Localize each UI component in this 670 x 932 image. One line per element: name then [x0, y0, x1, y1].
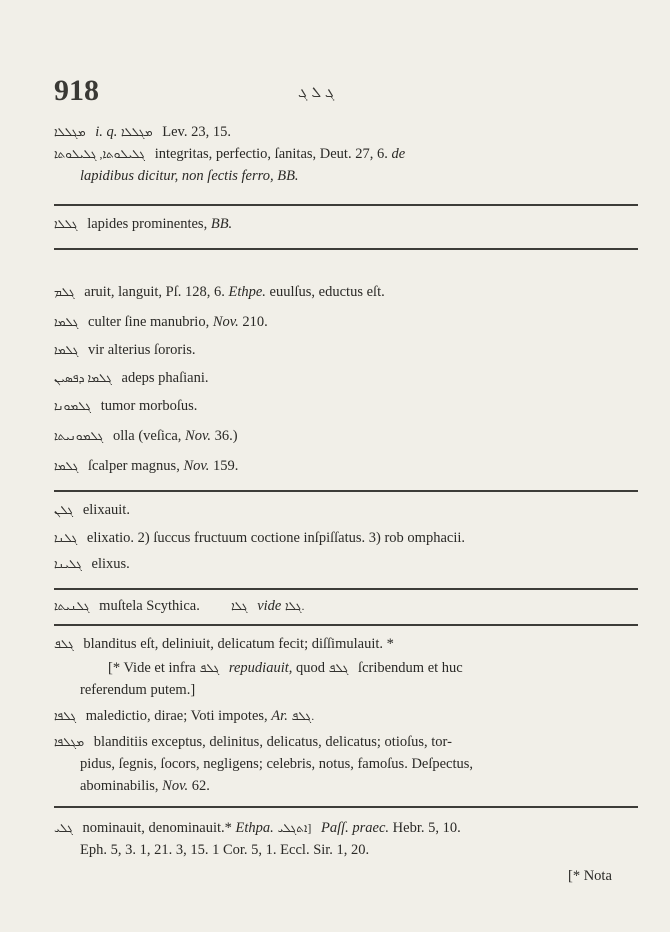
- entry-6: [54, 368, 209, 388]
- entry-7: [54, 396, 197, 416]
- entry-text: blanditus eſt, deliniuit, delicatum fecit; diſſimulauit. *: [83, 636, 394, 652]
- syriac-word: ܓܠܦ.: [291, 709, 315, 723]
- entry-text: 210.: [242, 314, 268, 330]
- syriac-headword: ܓܠܡܘܢܝܬܐ: [54, 429, 104, 443]
- entry-italic: BB.: [210, 216, 233, 232]
- entry-text: elixauit.: [82, 502, 130, 518]
- syriac-word: ܓܠܦ: [328, 661, 349, 675]
- syriac-word: ܓܠܐ.: [285, 599, 305, 613]
- entry-text: lapides prominentes,: [87, 216, 208, 232]
- syriac-headword: ܓܠܡܐ: [54, 459, 79, 473]
- entry-16: [54, 706, 320, 726]
- syriac-headword: ܓܠܢܝܬܐ: [54, 599, 90, 613]
- section-rule: [54, 248, 638, 250]
- entry-text: aruit, languit, Pſ. 128, 6.: [84, 284, 225, 300]
- syriac-headword: ܓܠܡܐ: [54, 343, 79, 357]
- page-number: 918: [54, 74, 99, 107]
- syriac-headword: ܓܠܢ: [54, 503, 74, 517]
- syriac-word: ܡܓܠܠܐ: [121, 125, 153, 139]
- syriac-word: ܓܠܐ: [231, 599, 248, 613]
- section-rule: [54, 806, 638, 808]
- syriac-headword: ܓܠܦܐ: [54, 709, 77, 723]
- syriac-word: ܓܠܦ: [199, 661, 220, 675]
- entry-text: ſcribendum et huc: [358, 660, 463, 676]
- entry-text: quod: [296, 660, 326, 676]
- syriac-word: ܐܬܓܠܝ]: [277, 821, 312, 835]
- entry-0: [54, 122, 231, 142]
- entry-text: Hebr. 5, 10.: [392, 820, 461, 836]
- entry-italic: Nov.: [183, 458, 210, 474]
- syriac-headword: ܡܓܠܠܐ: [54, 125, 86, 139]
- syriac-headword: ܓܠܡܘܢܐ: [54, 399, 92, 413]
- syriac-headword: ܓܠܢܐ: [54, 531, 78, 545]
- entry-text: elixus.: [91, 556, 130, 572]
- entry-text: nominauit, denominauit.*: [82, 820, 232, 836]
- entry-italic: vide: [257, 598, 282, 614]
- entry-9: [54, 456, 238, 476]
- syriac-headword: ܓܠܦ: [54, 637, 74, 651]
- syriac-headword: ܓܠܡ: [54, 285, 75, 299]
- entry-4: [54, 312, 268, 332]
- syriac-headword: ܓܠܝ: [54, 821, 73, 835]
- entry-italic: Ethpa.: [235, 820, 274, 836]
- entry-1: [54, 144, 405, 164]
- entry-text: tumor morboſus.: [100, 398, 198, 414]
- entry-18: [54, 818, 461, 838]
- entry-text: i. q.: [95, 124, 118, 140]
- entry-italic: Paſſ. praec.: [320, 820, 390, 836]
- entry-italic: repudiauit,: [228, 660, 293, 676]
- entry-text: olla (veſica,: [112, 428, 182, 444]
- entry-1-line2: lapidibus dicitur, non ſectis ferro, BB.: [80, 168, 299, 184]
- syriac-headword: ܓܠܡܐ ܕܦܣܝܢ: [54, 371, 112, 385]
- entry-text: Lev. 23, 15.: [162, 124, 231, 140]
- entry-text: 159.: [212, 458, 239, 474]
- syriac-headword: ܓܠܝܠܘܬܐ, ܓܠܝܠܘܬܐ: [54, 147, 146, 161]
- entry-8: [54, 426, 238, 446]
- entry-14: [54, 634, 394, 654]
- entry-text: 36.): [214, 428, 238, 444]
- entry-3: [54, 282, 385, 302]
- syriac-headword: ܓܠܠܐ: [54, 217, 78, 231]
- section-rule: [54, 490, 638, 492]
- entry-italic: Nov.: [162, 778, 189, 794]
- entry-italic: de: [391, 146, 406, 162]
- entry-text: ſcalper magnus,: [88, 458, 180, 474]
- entry-text: integritas, perfectio, ſanitas, Deut. 27, 6.: [154, 146, 388, 162]
- entry-15: [108, 658, 463, 678]
- entry-text: elixatio. 2) ſuccus fructuum coctione inſpiſſatus. 3) rob omphacii.: [86, 530, 466, 546]
- entry-17: [54, 732, 452, 752]
- entry-12: [54, 554, 130, 574]
- entry-italic: Ar.: [271, 708, 288, 724]
- running-head: ܓ ܠ ܓ: [298, 85, 335, 101]
- entry-text: [* Nota: [568, 868, 612, 884]
- entry-19: [568, 866, 612, 886]
- entry-text: abominabilis,: [80, 778, 159, 794]
- entry-2: [54, 214, 232, 234]
- entry-italic: Nov.: [212, 314, 239, 330]
- entry-text: blanditiis exceptus, delinitus, delicatus, delicatus; otioſus, tor-: [93, 734, 452, 750]
- entry-text: muſtela Scythica.: [99, 598, 200, 614]
- entry-italic: Ethpe.: [228, 284, 266, 300]
- entry-17-line3: [80, 776, 210, 796]
- entry-17-line2: pidus, ſegnis, ſocors, negligens; celebris, notus, famoſus. Deſpectus,: [80, 756, 474, 772]
- entry-text: maledictio, dirae; Voti impotes,: [85, 708, 268, 724]
- entry-text: [* Vide et infra: [108, 660, 196, 676]
- entry-5: [54, 340, 196, 360]
- entry-18-line2: Eph. 5, 3. 1, 21. 3, 15. 1 Cor. 5, 1. Eccl. Sir. 1, 20.: [80, 842, 370, 858]
- entry-text: vir alterius ſororis.: [88, 342, 196, 358]
- entry-11: [54, 528, 465, 548]
- section-rule: [54, 588, 638, 590]
- entry-text: culter ſine manubrio,: [88, 314, 210, 330]
- entry-text: euulſus, eductus eſt.: [269, 284, 385, 300]
- entry-10: [54, 500, 130, 520]
- entry-text: 62.: [191, 778, 210, 794]
- entry-13: [54, 596, 311, 616]
- entry-italic: Nov.: [185, 428, 211, 444]
- syriac-headword: ܓܠܡܐ: [54, 315, 79, 329]
- entry-15-line2: referendum putem.]: [80, 682, 196, 698]
- section-rule: [54, 624, 638, 626]
- syriac-headword: ܓܠܝܢܐ: [54, 557, 82, 571]
- entry-text: adeps phaſiani.: [121, 370, 209, 386]
- syriac-headword: ܡܓܠܦܐ: [54, 735, 85, 749]
- section-rule: [54, 204, 638, 206]
